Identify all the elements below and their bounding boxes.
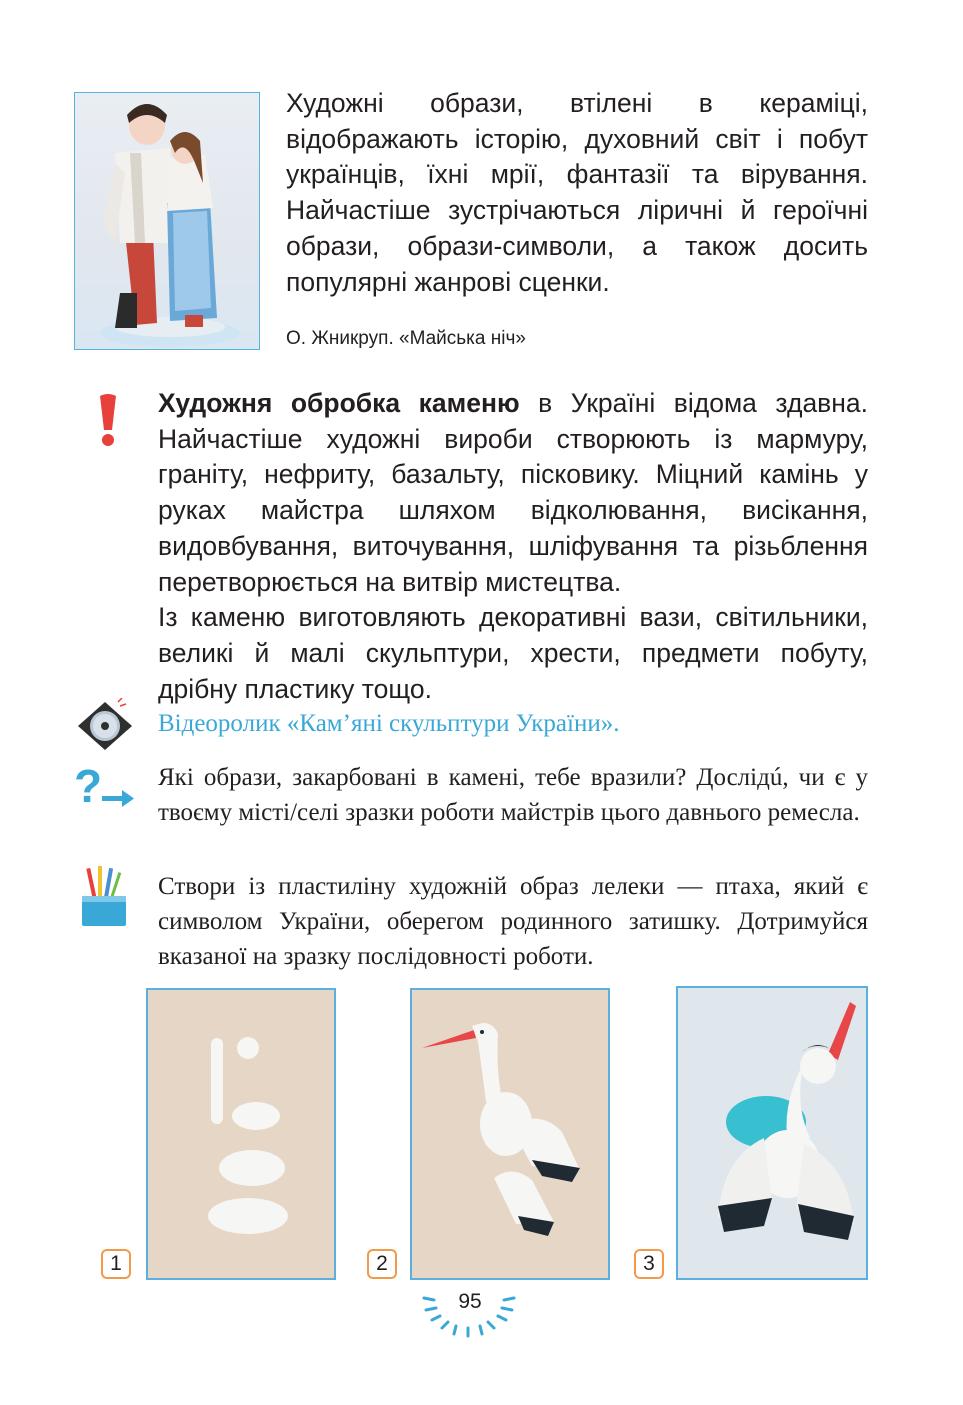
intro-paragraph: Художні образи, втілені в кераміці, відображають історію, духовний світ і побут українців, їхні мрії, фантазії та вірування. Найчастіше зустрічаються ліричні й героїчні образи, образи-символи, а також досить популярні жанрові сценки. <box>286 88 868 297</box>
task-paragraph: Створи із пластиліну художній образ лелеки — птаха, який є символом України, оберегом родинного затишку. Дотримуйся вказаної на зразку послідовності роботи. <box>158 873 868 970</box>
figurine-caption: О. Жникруп. «Майська ніч» <box>286 328 526 349</box>
figurine-photo <box>74 92 260 350</box>
pencil-cup-icon <box>76 866 132 928</box>
stone-info-block <box>158 386 868 707</box>
exclamation-icon <box>94 392 122 448</box>
step-number-2: 2 <box>367 1249 397 1279</box>
stone-info-paragraph-1 <box>158 386 868 600</box>
video-link[interactable]: Відеоролик «Кам’яні скульптури України». <box>158 710 620 737</box>
stone-info-text: в Україні відома здавна. Найчастіше художні вироби створюють із мармуру, граніту, нефриту, базальту, пісковику. Міцний камінь у руках майстра шляхом відколювання, висікання, видовбування, виточування, шліфування та різьблення перетворюється на витвір мистецтва. <box>158 388 868 597</box>
question-arrow-icon <box>74 762 138 812</box>
video-disc-icon[interactable] <box>74 698 136 754</box>
page-number: 95 <box>458 1290 482 1313</box>
step-number-1: 1 <box>101 1249 131 1279</box>
step-photo-3 <box>676 986 868 1280</box>
stone-term: Художня обробка каменю <box>158 388 520 418</box>
step-photo-1 <box>146 988 336 1280</box>
svg-text:?: ? <box>74 762 103 812</box>
step-number-3: 3 <box>634 1249 664 1279</box>
stone-info-paragraph-2: Із каменю виготовляють декоративні вази, світильники, великі й малі скульптури, хрести, предмети побуту, дрібну пластику тощо. <box>158 602 868 704</box>
question-paragraph: Які образи, закарбовані в камені, тебе вразили? Дослідú, чи є у твоєму місті/селі зразки роботи майстрів цього давнього ремесла. <box>158 764 868 826</box>
step-photo-2 <box>410 988 610 1280</box>
